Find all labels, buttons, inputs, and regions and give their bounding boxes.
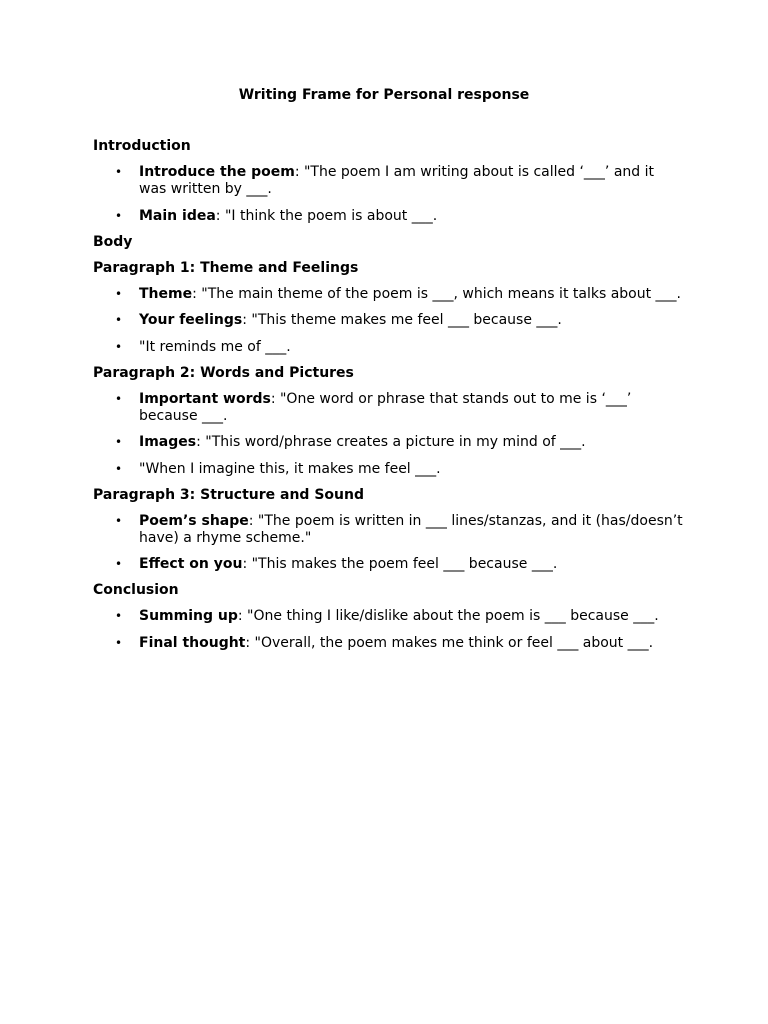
item-text: : "The poem I am writing about is called ‘___’ and it was written by ___. bbox=[139, 164, 654, 197]
item-term: Images bbox=[139, 434, 197, 450]
bullet-icon: • bbox=[115, 461, 123, 476]
heading-introduction: Introduction bbox=[93, 138, 191, 154]
heading-paragraph-1: Paragraph 1: Theme and Feelings bbox=[93, 259, 359, 276]
item-text: "It reminds me of ___. bbox=[139, 338, 291, 355]
item-term: Your feelings bbox=[139, 312, 243, 328]
item-text: : "This theme makes me feel ___ because ___. bbox=[242, 312, 562, 328]
list-item bbox=[93, 461, 683, 478]
document-title: Writing Frame for Personal response bbox=[238, 87, 530, 103]
introduction-list bbox=[93, 164, 683, 225]
paragraph-2-list bbox=[93, 391, 683, 478]
bullet-icon: • bbox=[115, 391, 123, 406]
list-item bbox=[93, 286, 683, 303]
bullet-icon: • bbox=[115, 208, 123, 223]
item-term: Introduce the poem bbox=[139, 164, 295, 180]
bullet-icon: • bbox=[115, 286, 123, 301]
item-term: Important words bbox=[139, 390, 271, 407]
item-text: : "One word or phrase that stands out to me is ‘___’ because ___. bbox=[139, 390, 632, 424]
item-text: : "The poem is written in ___ lines/stanzas, and it (has/doesn’t have) a rhyme scheme." bbox=[139, 512, 683, 546]
list-item bbox=[93, 434, 683, 451]
item-text: : "I think the poem is about ___. bbox=[215, 207, 438, 224]
bullet-icon: • bbox=[115, 435, 123, 449]
item-term: Poem’s shape bbox=[139, 512, 249, 529]
list-item bbox=[93, 513, 683, 547]
bullet-icon: • bbox=[115, 313, 123, 327]
item-text: : "The main theme of the poem is ___, which means it talks about ___. bbox=[192, 285, 681, 302]
paragraph-1-list bbox=[93, 286, 683, 356]
bullet-icon: • bbox=[115, 513, 123, 528]
document-page bbox=[93, 85, 683, 661]
bullet-icon: • bbox=[115, 165, 123, 179]
list-item bbox=[93, 391, 683, 425]
list-item bbox=[93, 208, 683, 225]
list-item bbox=[93, 339, 683, 356]
bullet-icon: • bbox=[115, 557, 123, 571]
heading-paragraph-3: Paragraph 3: Structure and Sound bbox=[93, 486, 364, 503]
item-term: Effect on you bbox=[139, 556, 243, 572]
paragraph-3-list bbox=[93, 513, 683, 574]
list-item bbox=[93, 635, 683, 652]
bullet-icon: • bbox=[115, 609, 123, 623]
heading-body: Body bbox=[93, 233, 133, 250]
item-text: : "This word/phrase creates a picture in my mind of ___. bbox=[196, 434, 586, 450]
item-text: "When I imagine this, it makes me feel ___. bbox=[139, 460, 441, 477]
heading-paragraph-2: Paragraph 2: Words and Pictures bbox=[93, 364, 354, 381]
list-item bbox=[93, 312, 683, 329]
item-term: Theme bbox=[139, 285, 193, 302]
item-text: : "This makes the poem feel ___ because ___. bbox=[242, 556, 558, 572]
list-item bbox=[93, 164, 683, 198]
item-term: Final thought bbox=[139, 634, 246, 651]
list-item bbox=[93, 608, 683, 625]
item-text: : "One thing I like/dislike about the poem is ___ because ___. bbox=[237, 608, 659, 624]
item-term: Summing up bbox=[139, 608, 238, 624]
heading-conclusion: Conclusion bbox=[93, 582, 179, 598]
bullet-icon: • bbox=[115, 339, 123, 354]
conclusion-list bbox=[93, 608, 683, 652]
item-text: : "Overall, the poem makes me think or feel ___ about ___. bbox=[245, 634, 654, 651]
item-term: Main idea bbox=[139, 207, 216, 224]
bullet-icon: • bbox=[115, 635, 123, 650]
list-item bbox=[93, 556, 683, 573]
